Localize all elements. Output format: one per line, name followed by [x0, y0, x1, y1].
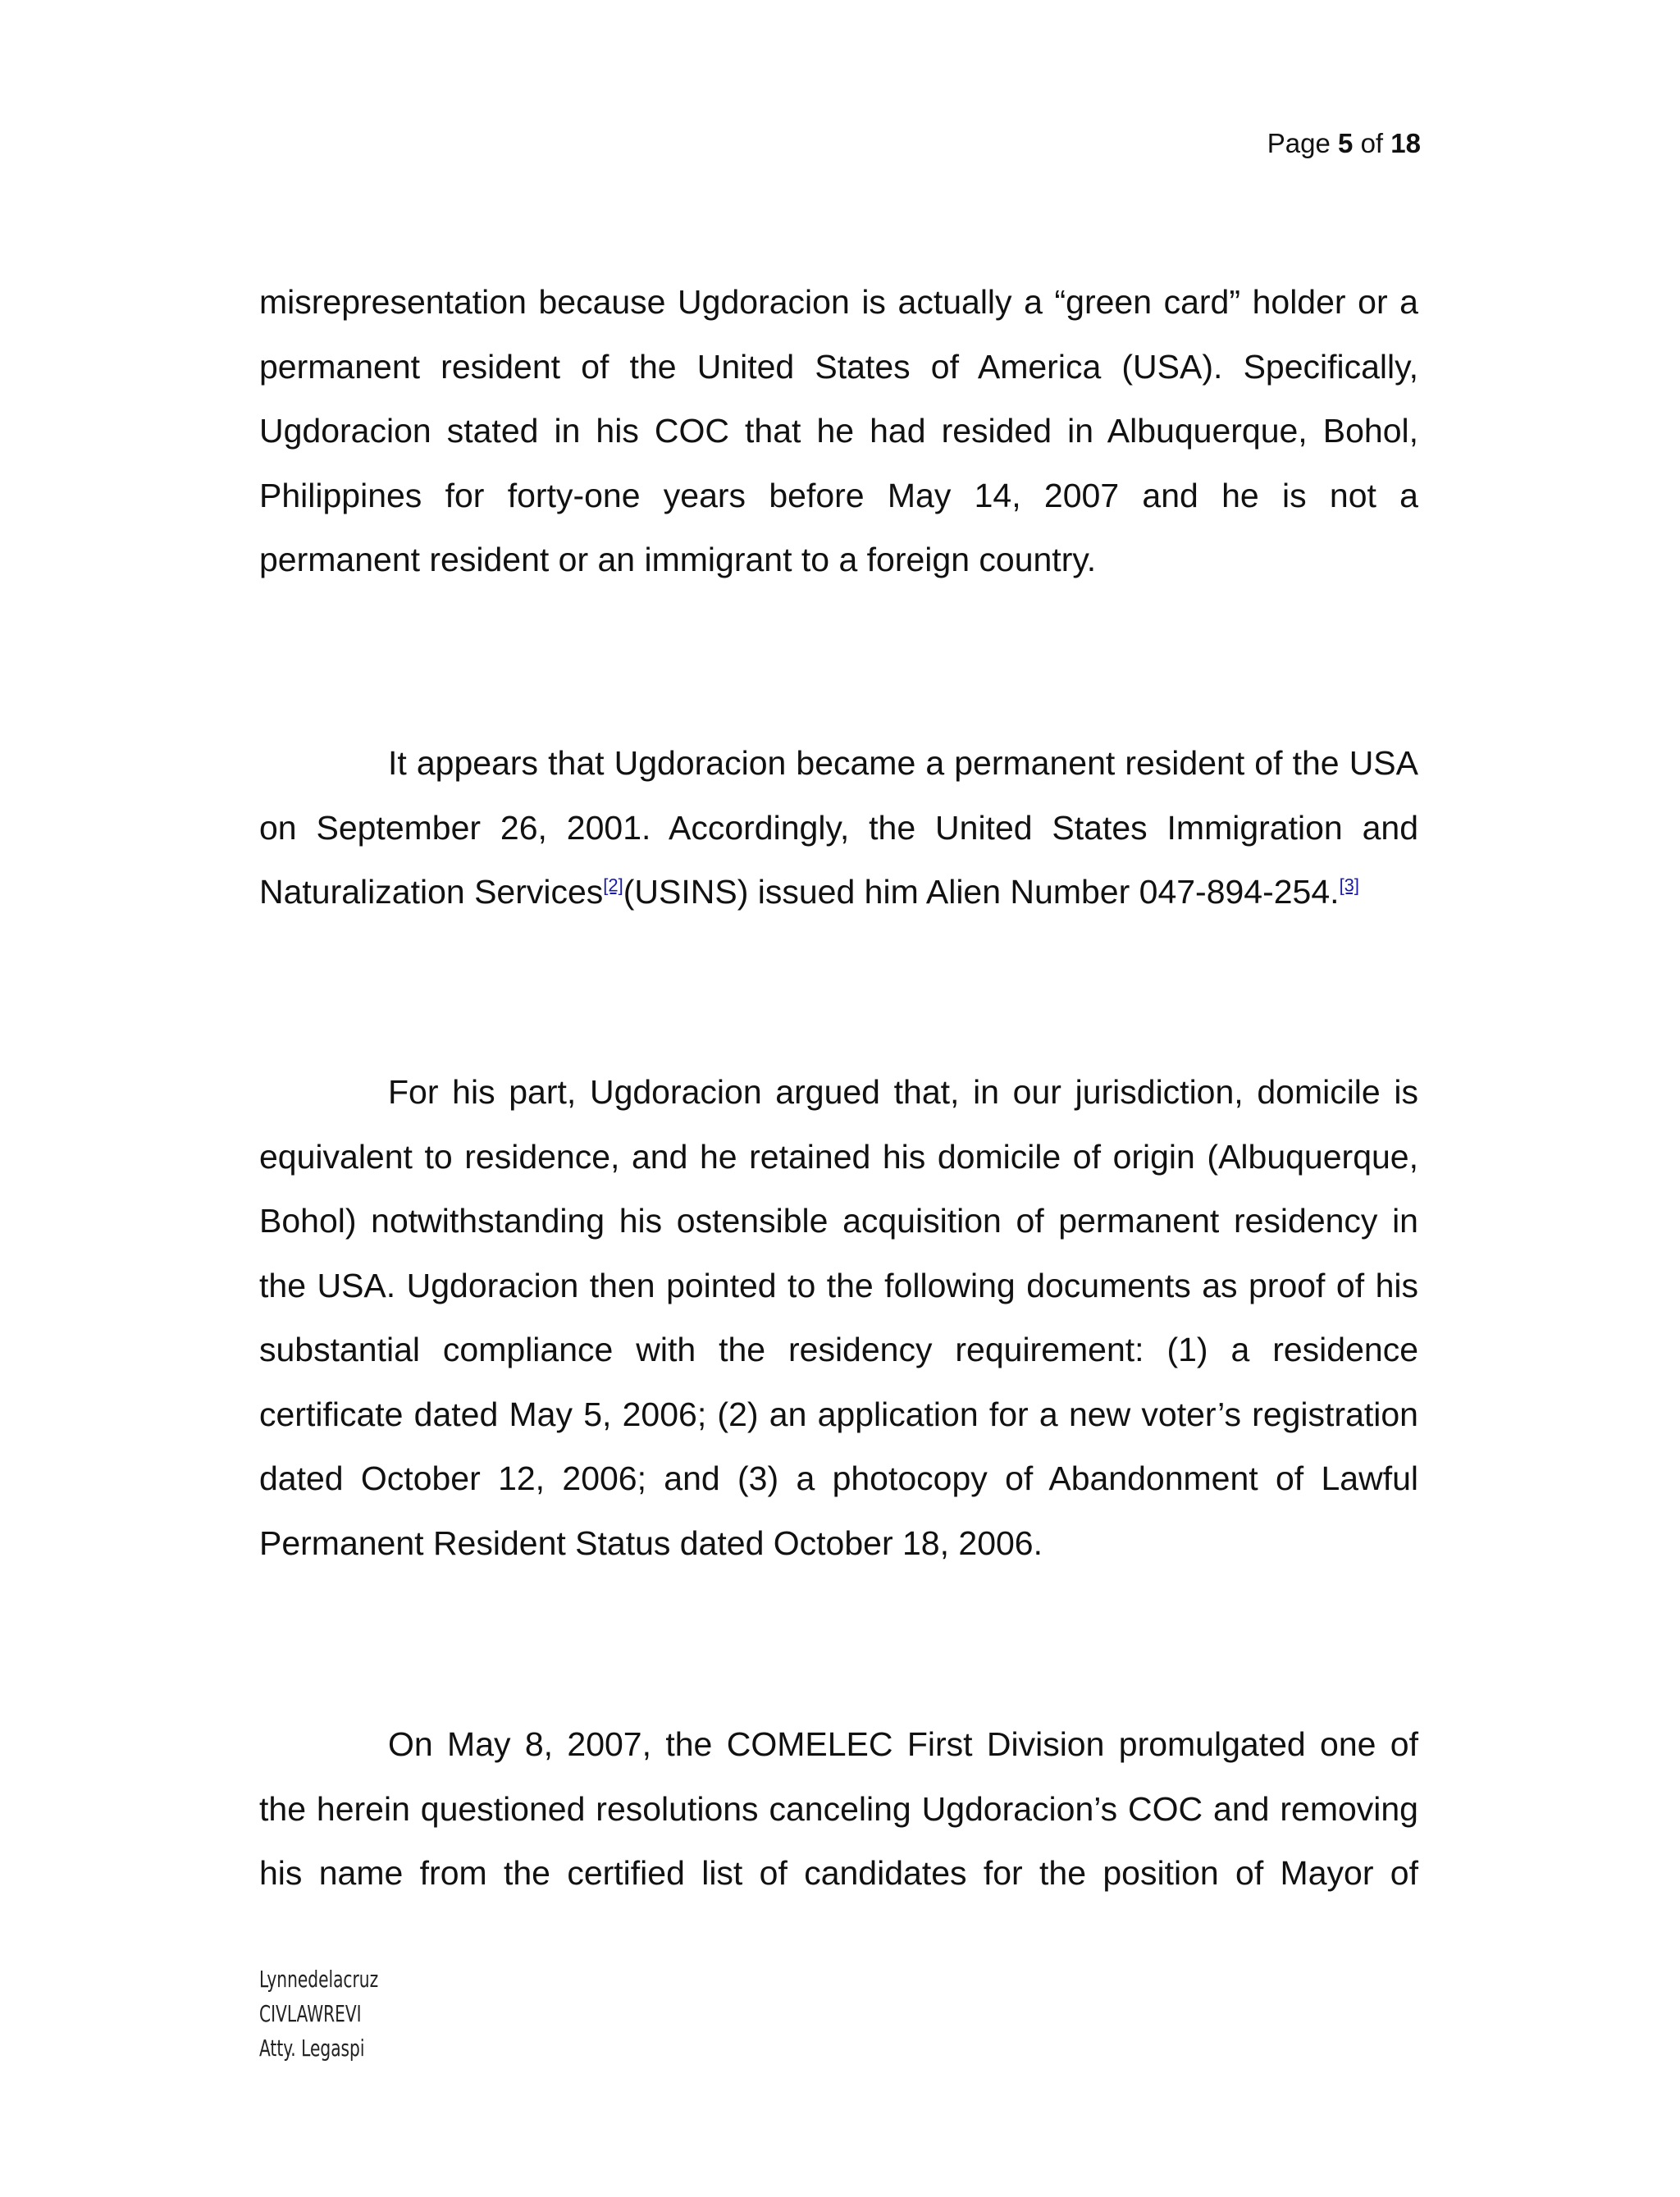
paragraph-text: misrepresentation because Ugdoracion is actually a “green card” holder or a permanent resident of the United States of America (USA). Specifically, Ugdoracion stated in his COC that he had resided in Albuquerque, Bohol, Philippines for forty-one years before May 14, 2007 and he is not a permanent resident or an immigrant to a foreign country. [259, 283, 1418, 578]
footer-course: CIVLAWREVI [259, 2000, 362, 2027]
paragraph-comelec-resolution [259, 1712, 1418, 1906]
page-number-current: 5 [1338, 128, 1354, 158]
paragraph-text: For his part, Ugdoracion argued that, in our jurisdiction, domicile is equivalent to residence, and he retained his domicile of origin (Albuquerque, Bohol) notwithstanding his ostensible acquisition of permanent residency in the USA. Ugdoracion then pointed to the following documents as proof of his substantial compliance with the residency requirement: (1) a residence certificate dated May 5, 2006; (2) an application for a new voter’s registration dated October 12, 2006; and (3) a photocopy of Abandonment of Lawful Permanent Resident Status dated October 18, 2006. [259, 1073, 1418, 1562]
footer-author: Lynnedelacruz [259, 1966, 379, 1993]
footnote-link-2[interactable]: [2] [603, 875, 623, 896]
paragraph-permanent-resident [259, 731, 1418, 925]
paragraph-text: (USINS) issued him Alien Number 047-894-254. [623, 873, 1340, 911]
page-number-total: 18 [1390, 128, 1421, 158]
paragraph-misrepresentation [259, 270, 1418, 592]
footnote-link-3[interactable]: [3] [1339, 875, 1360, 896]
page-number-label: Page [1267, 128, 1331, 158]
page-number-of: of [1360, 128, 1384, 158]
paragraph-text: On May 8, 2007, the COMELEC First Division promulgated one of the herein questioned resolutions canceling Ugdoracion’s COC and removing his name from the certified list of candidates for the position of Mayor of [259, 1725, 1418, 1892]
paragraph-ugdoracion-argument [259, 1060, 1418, 1575]
page-number [1267, 130, 1421, 157]
footer-signature [259, 1962, 378, 2066]
paragraph-text: It appears that Ugdoracion became a permanent resident of the USA on September 26, 2001. Accordingly, the United States Immigration and Naturalization Services [259, 744, 1418, 911]
footer-professor: Atty. Legaspi [259, 2035, 365, 2062]
